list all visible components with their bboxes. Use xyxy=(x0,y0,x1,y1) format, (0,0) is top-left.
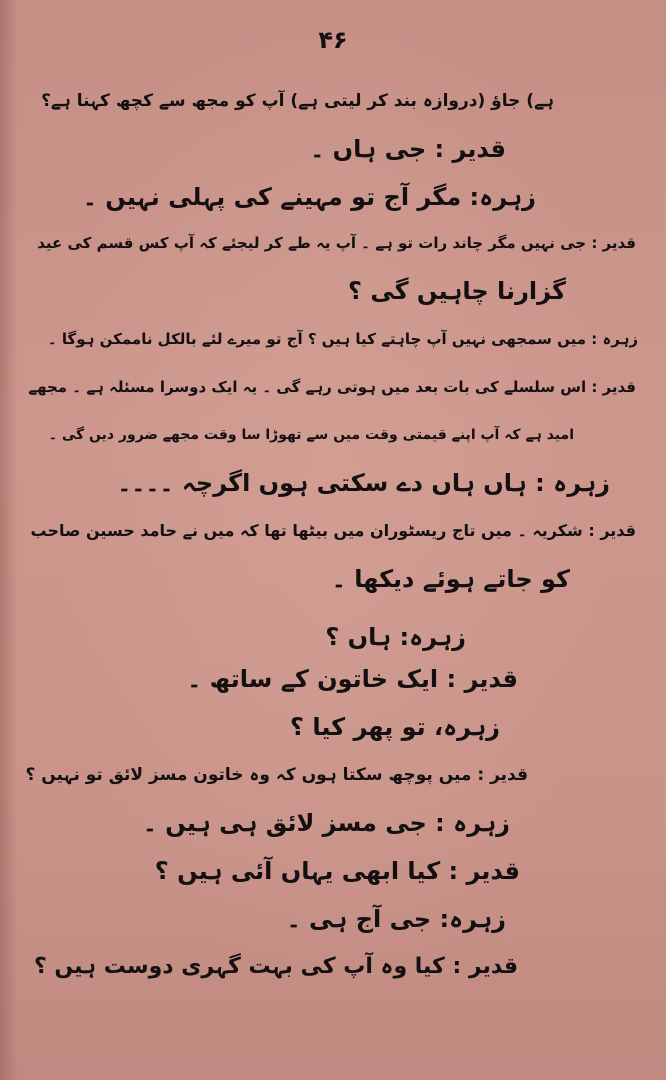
text-line: زہرہ : ہاں ہاں دے سکتی ہوں اگرچہ ۔۔۔۔ xyxy=(117,469,610,497)
text-line: زہرہ، تو پھر کیا ؟ xyxy=(290,713,500,741)
text-line: امید ہے کہ آپ اپنے قیمتی وقت میں سے تھوڑا سا وقت مجھے ضرور دیں گی ۔ xyxy=(48,427,574,443)
text-line: زہرہ: ہاں ؟ xyxy=(325,623,466,651)
text-line: کو جاتے ہوئے دیکھا ۔ xyxy=(331,565,570,593)
text-line: گزارنا چاہیں گی ؟ xyxy=(348,277,566,305)
text-line: قدیر : شکریہ ۔ میں تاج ریسٹوران میں بیٹھا تھا کہ میں نے حامد حسین صاحب xyxy=(30,521,636,540)
text-line: زہرہ: جی آج ہی ۔ xyxy=(286,905,506,933)
text-line: زہرہ : میں سمجھی نہیں آپ چاہتے کیا ہیں ؟ آج تو میرے لئے بالکل ناممکن ہوگا ۔ xyxy=(47,330,638,348)
text-line: زہرہ : جی مسز لائق ہی ہیں ۔ xyxy=(142,809,510,837)
text-line: قدیر : جی ہاں ۔ xyxy=(310,135,506,163)
text-line: ہے) جاؤ (دروازہ بند کر لیتی ہے) آپ کو مجھ سے کچھ کہنا ہے؟ xyxy=(41,91,554,111)
text-line: قدیر : میں پوچھ سکتا ہوں کہ وہ خاتون مسز لائق تو نہیں ؟ xyxy=(25,765,528,785)
text-line: قدیر : کیا وہ آپ کی بہت گہری دوست ہیں ؟ xyxy=(33,954,518,979)
text-line: قدیر : ایک خاتون کے ساتھ ۔ xyxy=(187,665,518,693)
text-line: قدیر : جی نہیں مگر چاند رات تو ہے ۔ آپ یہ طے کر لیجئے کہ آپ کس قسم کی عید xyxy=(37,234,636,252)
text-line: قدیر : کیا ابھی یہاں آئی ہیں ؟ xyxy=(154,857,520,885)
page-number: ۴۶ xyxy=(318,26,348,54)
text-line: زہرہ: مگر آج تو مہینے کی پہلی نہیں ۔ xyxy=(82,183,536,211)
page-edge-shadow xyxy=(0,0,18,1080)
text-line: قدیر : اس سلسلے کی بات بعد میں ہوتی رہے گی ۔ یہ ایک دوسرا مسئلہ ہے ۔ مجھے xyxy=(28,378,636,396)
